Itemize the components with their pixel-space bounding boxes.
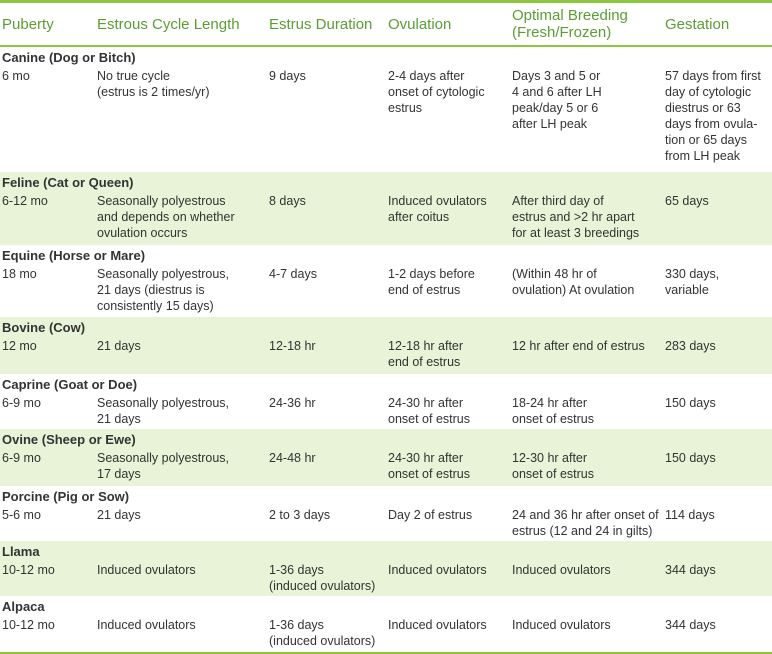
cell-breeding: Induced ovulators bbox=[512, 563, 611, 577]
cell-gestation: 344 days bbox=[665, 618, 716, 632]
table-header bbox=[0, 3, 772, 47]
species-name: Equine (Horse or Mare) bbox=[2, 248, 146, 263]
cell-ovulation: 24-30 hr after onset of estrus bbox=[388, 396, 470, 426]
species-name: Alpaca bbox=[2, 599, 45, 614]
table-row bbox=[0, 47, 772, 172]
species-name: Canine (Dog or Bitch) bbox=[2, 50, 136, 65]
cell-gestation: 150 days bbox=[665, 451, 716, 465]
cell-puberty: 6 mo bbox=[2, 69, 30, 83]
cell-breeding: Days 3 and 5 or 4 and 6 after LH peak/day 5 or 6 after LH peak bbox=[512, 69, 602, 131]
table-row bbox=[0, 172, 772, 245]
cell-puberty: 10-12 mo bbox=[2, 563, 55, 577]
cell-ovulation: 1-2 days before end of estrus bbox=[388, 267, 475, 297]
cell-ovulation: Induced ovulators bbox=[388, 563, 487, 577]
cell-duration: 12-18 hr bbox=[269, 339, 316, 353]
cell-duration: 24-48 hr bbox=[269, 451, 316, 465]
cell-breeding: 24 and 36 hr after onset of estrus (12 and 24 in gilts) bbox=[512, 508, 659, 538]
header-cycle: Estrous Cycle Length bbox=[97, 15, 240, 33]
cell-gestation: 65 days bbox=[665, 194, 709, 208]
cell-puberty: 10-12 mo bbox=[2, 618, 55, 632]
cell-gestation: 150 days bbox=[665, 396, 716, 410]
table-row bbox=[0, 374, 772, 429]
cell-duration: 1-36 days (induced ovulators) bbox=[269, 563, 376, 593]
cell-breeding: 18-24 hr after onset of estrus bbox=[512, 396, 594, 426]
cell-breeding: 12 hr after end of estrus bbox=[512, 339, 645, 353]
table-row bbox=[0, 486, 772, 541]
cell-gestation: 330 days, variable bbox=[665, 267, 720, 297]
cell-ovulation: 2-4 days after onset of cytologic estrus bbox=[388, 69, 485, 115]
cell-puberty: 6-9 mo bbox=[2, 451, 41, 465]
cell-cycle: Induced ovulators bbox=[97, 563, 196, 577]
cell-duration: 1-36 days (induced ovulators) bbox=[269, 618, 376, 648]
cell-gestation: 114 days bbox=[665, 508, 715, 522]
cell-cycle: Seasonally polyestrous, 21 days (diestrus is consistently 15 days) bbox=[97, 267, 230, 313]
cell-duration: 24-36 hr bbox=[269, 396, 316, 410]
table-row bbox=[0, 596, 772, 652]
header-breeding: Optimal Breeding (Fresh/Frozen) bbox=[512, 7, 628, 41]
cell-puberty: 18 mo bbox=[2, 267, 37, 281]
cell-puberty: 12 mo bbox=[2, 339, 37, 353]
table-row bbox=[0, 429, 772, 486]
species-name: Bovine (Cow) bbox=[2, 320, 86, 335]
cell-cycle: Induced ovulators bbox=[97, 618, 196, 632]
cell-breeding: (Within 48 hr of ovulation) At ovulation bbox=[512, 267, 635, 297]
cell-gestation: 344 days bbox=[665, 563, 716, 577]
cell-breeding: Induced ovulators bbox=[512, 618, 611, 632]
species-name: Llama bbox=[2, 544, 40, 559]
table-row bbox=[0, 245, 772, 317]
species-name: Porcine (Pig or Sow) bbox=[2, 489, 130, 504]
cell-cycle: No true cycle (estrus is 2 times/yr) bbox=[97, 69, 210, 99]
table-row bbox=[0, 317, 772, 374]
cell-cycle: 21 days bbox=[97, 339, 141, 353]
cell-duration: 4-7 days bbox=[269, 267, 317, 281]
header-duration: Estrus Duration bbox=[269, 15, 373, 33]
cell-duration: 8 days bbox=[269, 194, 306, 208]
cell-ovulation: Induced ovulators after coitus bbox=[388, 194, 487, 224]
cell-cycle: Seasonally polyestrous, 17 days bbox=[97, 451, 230, 481]
species-name: Feline (Cat or Queen) bbox=[2, 175, 134, 190]
cell-duration: 2 to 3 days bbox=[269, 508, 331, 522]
cell-cycle: Seasonally polyestrous and depends on whether ovulation occurs bbox=[97, 194, 235, 240]
cell-gestation: 283 days bbox=[665, 339, 716, 353]
cell-gestation: 57 days from first day of cytologic diestrus or 63 days from ovula- tion or 65 days from LH peak bbox=[665, 69, 761, 163]
header-puberty: Puberty bbox=[2, 15, 54, 33]
species-name: Ovine (Sheep or Ewe) bbox=[2, 432, 136, 447]
cell-puberty: 6-12 mo bbox=[2, 194, 48, 208]
table-row bbox=[0, 541, 772, 596]
cell-ovulation: 24-30 hr after onset of estrus bbox=[388, 451, 470, 481]
cell-ovulation: Induced ovulators bbox=[388, 618, 487, 632]
cell-breeding: After third day of estrus and >2 hr apart for at least 3 breedings bbox=[512, 194, 640, 240]
cell-ovulation: Day 2 of estrus bbox=[388, 508, 473, 522]
cell-cycle: 21 days bbox=[97, 508, 141, 522]
cell-duration: 9 days bbox=[269, 69, 306, 83]
cell-cycle: Seasonally polyestrous, 21 days bbox=[97, 396, 230, 426]
cell-ovulation: 12-18 hr after end of estrus bbox=[388, 339, 464, 369]
species-name: Caprine (Goat or Doe) bbox=[2, 377, 138, 392]
cell-puberty: 6-9 mo bbox=[2, 396, 41, 410]
header-ovulation: Ovulation bbox=[388, 15, 452, 33]
cell-puberty: 5-6 mo bbox=[2, 508, 41, 522]
header-gestation: Gestation bbox=[665, 15, 730, 33]
cell-breeding: 12-30 hr after onset of estrus bbox=[512, 451, 594, 481]
